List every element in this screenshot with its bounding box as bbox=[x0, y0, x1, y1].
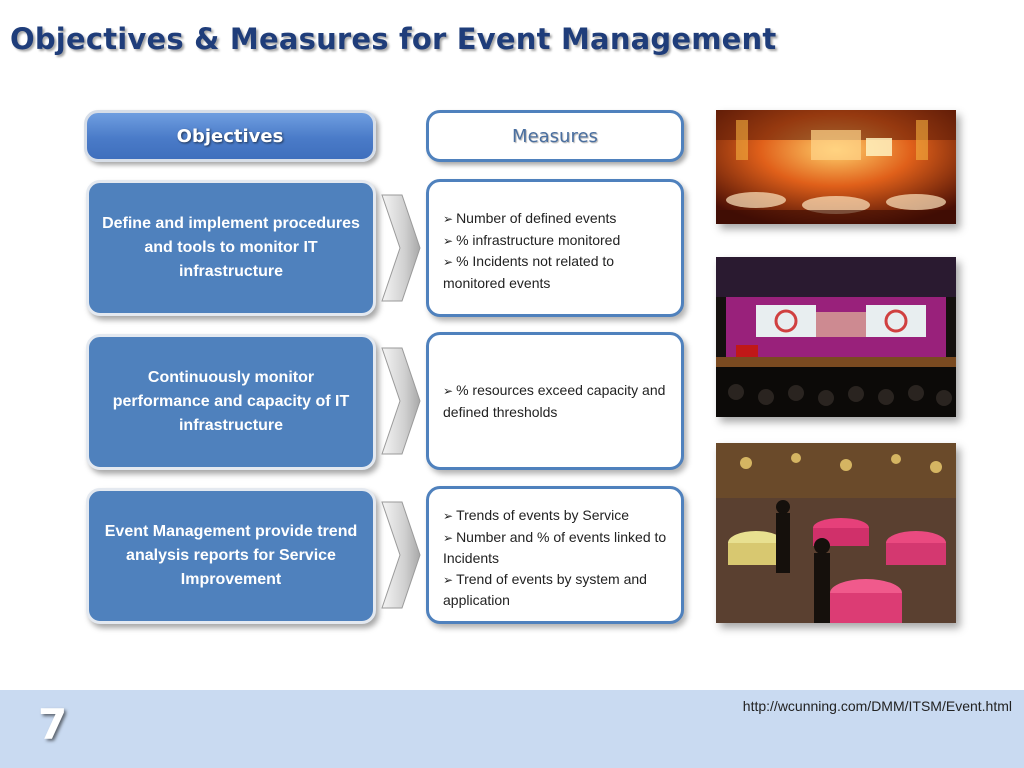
bullet-arrow-icon: ➢ bbox=[443, 255, 454, 269]
bullet-arrow-icon: ➢ bbox=[443, 509, 454, 523]
measure-item: ➢ % infrastructure monitored bbox=[443, 231, 621, 248]
bullet-arrow-icon: ➢ bbox=[443, 212, 454, 226]
bullet-arrow-icon: ➢ bbox=[443, 530, 454, 545]
measure-item: ➢ Number of defined events bbox=[443, 210, 617, 226]
bullet-arrow-icon: ➢ bbox=[443, 384, 454, 398]
conference-stage-photo bbox=[716, 257, 956, 417]
objective-text-2: Continuously monitor performance and capacity of IT infrastructure bbox=[112, 369, 350, 434]
source-url: http://wcunning.com/DMM/ITSM/Event.html bbox=[742, 698, 1012, 714]
objectives-header-label: Objectives bbox=[176, 125, 284, 147]
measures-box-3 bbox=[426, 486, 684, 624]
objective-box-3 bbox=[86, 488, 376, 624]
measure-item: ➢ % Incidents not related to monitored events bbox=[443, 253, 615, 291]
measure-item: ➢ % resources exceed capacity and defined thresholds bbox=[443, 382, 666, 420]
measure-item: ➢ Trends of events by Service bbox=[443, 507, 630, 523]
objective-text-1: Define and implement procedures and tools to monitor IT infrastructure bbox=[102, 215, 360, 280]
slide-title: Objectives & Measures for Event Management bbox=[10, 22, 777, 56]
objective-box-1 bbox=[86, 180, 376, 316]
dining-tables-photo bbox=[716, 443, 956, 623]
measures-header bbox=[426, 110, 684, 162]
chevron-right-icon bbox=[380, 193, 422, 303]
measure-item: ➢ Trend of events by system and application bbox=[443, 570, 647, 608]
chevron-right-icon bbox=[380, 500, 422, 610]
banquet-hall-photo bbox=[716, 110, 956, 224]
objective-box-2 bbox=[86, 334, 376, 470]
objectives-header bbox=[84, 110, 376, 162]
bullet-arrow-icon: ➢ bbox=[443, 572, 454, 587]
page-number: 7 bbox=[38, 700, 68, 749]
measures-box-2 bbox=[426, 332, 684, 470]
chevron-right-icon bbox=[380, 346, 422, 456]
measure-item: ➢ Number and % of events linked to Incidents bbox=[443, 528, 667, 566]
measures-header-label: Measures bbox=[512, 125, 598, 147]
bullet-arrow-icon: ➢ bbox=[443, 233, 454, 248]
objective-text-3: Event Management provide trend analysis reports for Service Improvement bbox=[104, 523, 358, 588]
measures-box-1 bbox=[426, 179, 684, 317]
